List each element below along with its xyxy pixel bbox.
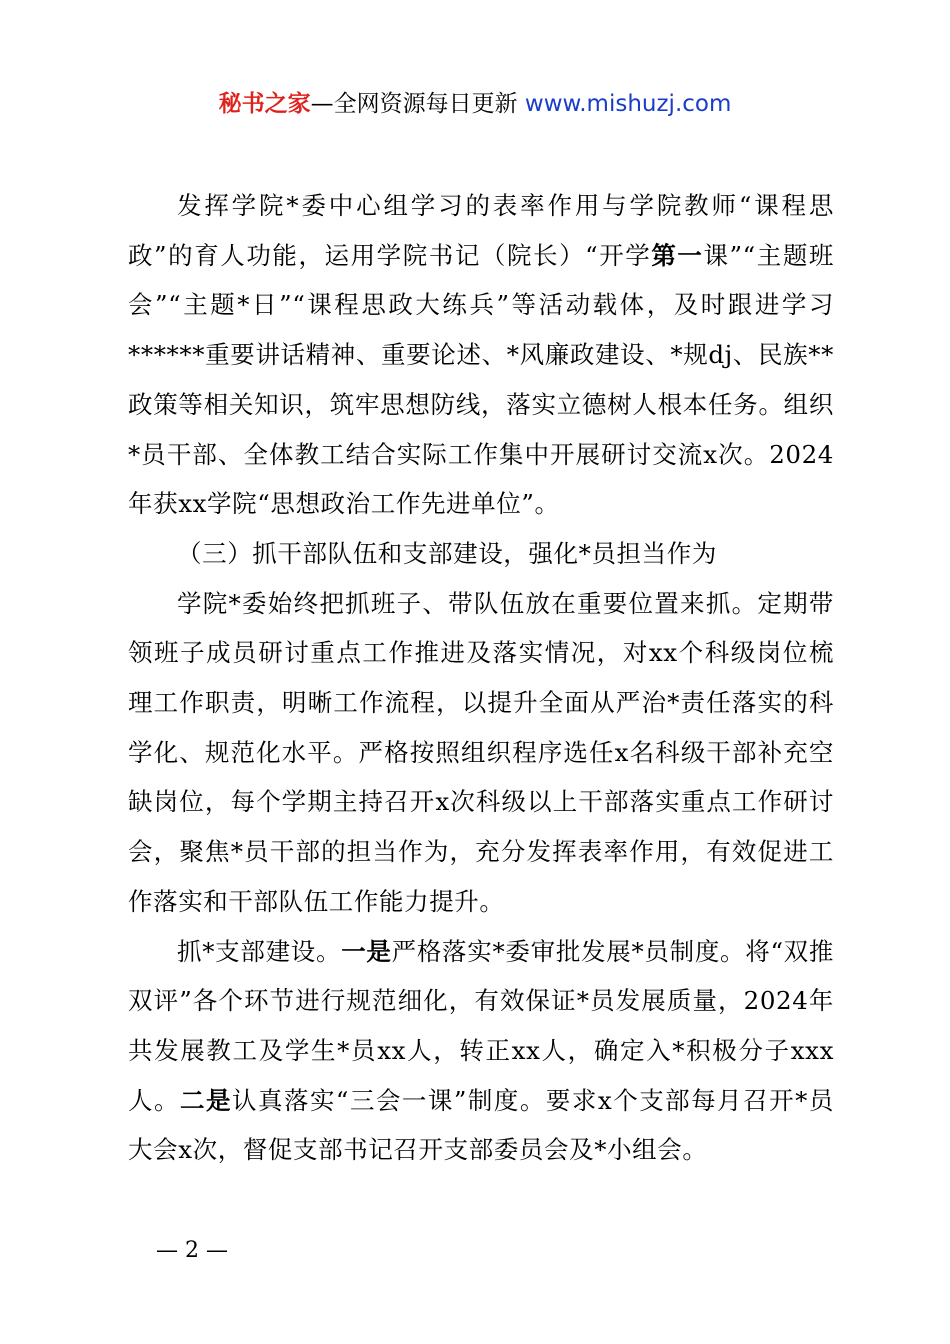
paragraph-4 (128, 927, 834, 1176)
paragraph-1 (128, 181, 834, 529)
site-header (0, 86, 950, 122)
section-heading-3: （三）抓干部队伍和支部建设，强化*员担当作为 (177, 538, 717, 568)
paragraph-4-first-point: 一是 (341, 936, 392, 966)
paragraph-4-second-point: 二是 (179, 1085, 232, 1115)
paragraph-3: 学院*委始终把抓班子、带队伍放在重要位置来抓。定期带领班子成员研讨重点工作推进及落实情况，对xx个科级岗位梳理工作职责，明晰工作流程，以提升全面从严治*责任落实的科学化、规范化水平。严格按照组织程序选任x名科级干部补充空缺岗位，每个学期主持召开x次科级以上干部落实重点工作研讨会，聚焦*员干部的担当作为，充分发挥表率作用，有效促进工作落实和干部队伍工作能力提升。 (128, 588, 834, 916)
paragraph-4-lead: 抓*支部建设。 (177, 936, 342, 966)
paragraph-4-first-text: 严格落实*委审批发展*员制度。将“双推双评”各个环节进行规范细化，有效保证*员发展质量，2024年共发展教工及学生*员xx人，转正xx人，确定入*积极分子xxx人。 (128, 936, 834, 1115)
site-brand: 秘书之家 (218, 91, 311, 117)
paragraph-4-second-text: 认真落实“三会一课”制度。要求x个支部每月召开*员大会x次，督促支部书记召开支部委员会及*小组会。 (128, 1085, 834, 1165)
page-number: — 2 — (156, 1238, 228, 1263)
paragraph-1-rest: 课”“主题班会”“主题*日”“课程思政大练兵”等活动载体，及时跟进学习******重要讲话精神、重要论述、*风廉政建设、*规dj、民族**政策等相关知识，筑牢思想防线，落实立德树人根本任务。组织*员干部、全体教工结合实际工作集中开展研讨交流x次。2024年获xx学院“思想政治工作先进单位”。 (128, 240, 834, 519)
site-url[interactable]: www.mishuzj.com (524, 91, 732, 117)
document-body (128, 181, 834, 1175)
site-tagline: —全网资源每日更新 (310, 91, 525, 117)
paragraph-1-bold: 第一 (651, 240, 704, 270)
paragraph-1-text: 发挥学院*委中心组学习的表率作用与学院教师“课程思政”的育人功能，运用学院书记（院长）“开学 (128, 191, 834, 270)
